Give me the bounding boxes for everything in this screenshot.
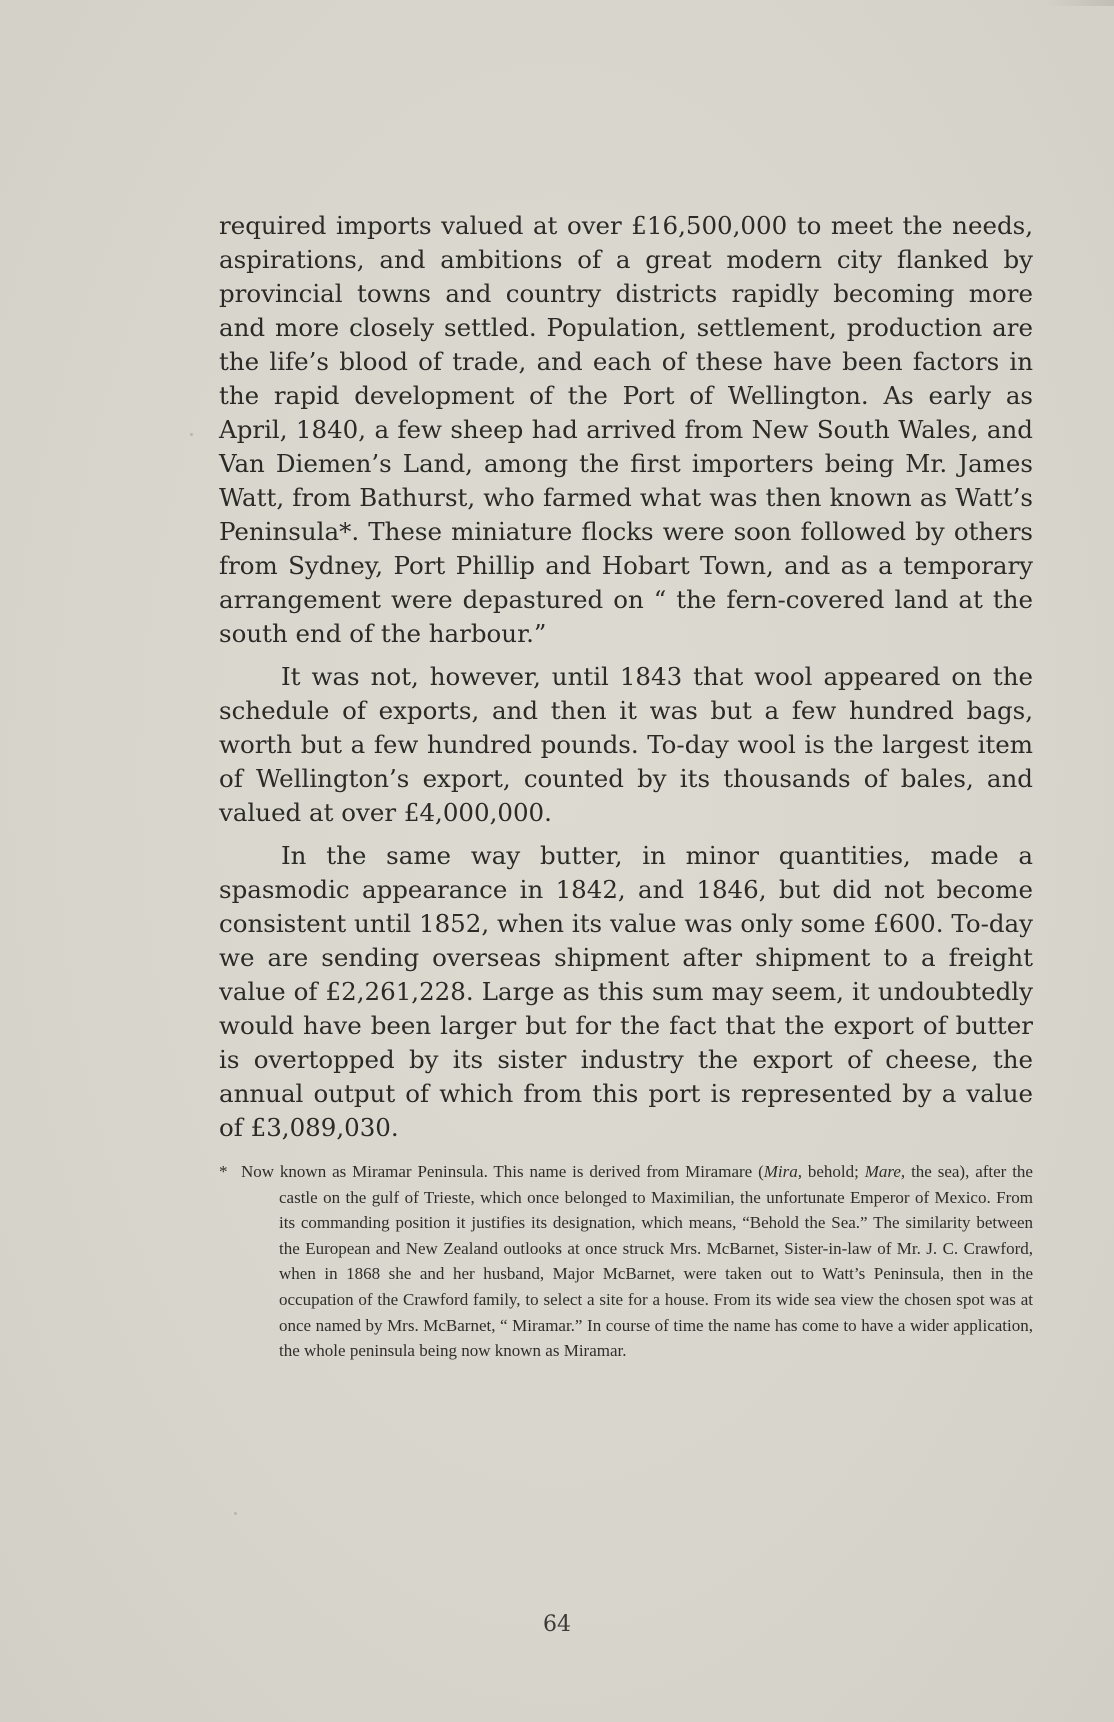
footnote-text xyxy=(241,1159,1033,1364)
page-number: 64 xyxy=(543,1612,571,1637)
footnote xyxy=(219,1159,1033,1364)
paragraph-2: It was not, however, until 1843 that wool appeared on the schedule of exports, and then it was but a few hundred bags, worth but a few hundred pounds. To-day wool is the largest item of Wellington’s export, counted by its thousands of bales, and valued at over £4,000,000. xyxy=(219,662,1033,827)
footnote-italic-word: Mare, xyxy=(864,1162,906,1181)
paragraph-1: required imports valued at over £16,500,000 to meet the needs, aspirations, and ambitions of a great modern city flanked by provincial towns and country districts rapidly becoming more and more closely settled. Population, settlement, production are the life’s blood of trade, and each of these have been factors in the rapid development of the Port of Wellington. As early as April, 1840, a few sheep had arrived from New South Wales, and Van Diemen’s Land, among the first importers being Mr. James Watt, from Bathurst, who farmed what was then known as Watt’s Peninsula*. These miniature flocks were soon followed by others from Sydney, Port Phillip and Hobart Town, and as a temporary arrangement were depastured on “ the fern-covered land at the south end of the harbour.” xyxy=(219,211,1033,648)
page-edge-mark xyxy=(1044,0,1114,6)
paper-speck xyxy=(190,433,193,436)
paper-speck xyxy=(234,1512,237,1515)
paragraph-3: In the same way butter, in minor quantities, made a spasmodic appearance in 1842, and 1846, but did not become consistent until 1852, when its value was only some £600. To-day we are sending overseas shipment after shipment to a freight value of £2,261,228. Large as this sum may seem, it undoubtedly would have been larger but for the fact that the export of butter is overtopped by its sister industry the export of cheese, the annual output of which from this port is represented by a value of £3,089,030. xyxy=(219,841,1033,1142)
body-text xyxy=(219,209,1033,1364)
footnote-marker: * xyxy=(219,1162,228,1181)
footnote-text-part: the sea), after the castle on the gulf of Trieste, which once belonged to Maximilian, the unfortunate Emperor of Mexico. From its commanding position it justifies its designation, which means, “Behold the Sea.” The similarity between the European and New Zealand outlooks at once struck Mrs. McBarnet, Sister-in-law of Mr. J. C. Crawford, when in 1868 she and her husband, Major McBarnet, were taken out to Watt’s Peninsula, then in the occupation of the Crawford family, to select a site for a house. From its wide sea view the chosen spot was at once named by Mrs. McBarnet, “ Miramar.” In course of time the name has come to have a wider application, the whole peninsula being now known as Miramar. xyxy=(279,1162,1033,1361)
footnote-italic-word: Mira, xyxy=(763,1162,802,1181)
footnote-text-part: Now known as Miramar Peninsula. This name is derived from Miramare ( xyxy=(241,1162,764,1181)
footnote-text-part: behold; xyxy=(801,1162,865,1181)
